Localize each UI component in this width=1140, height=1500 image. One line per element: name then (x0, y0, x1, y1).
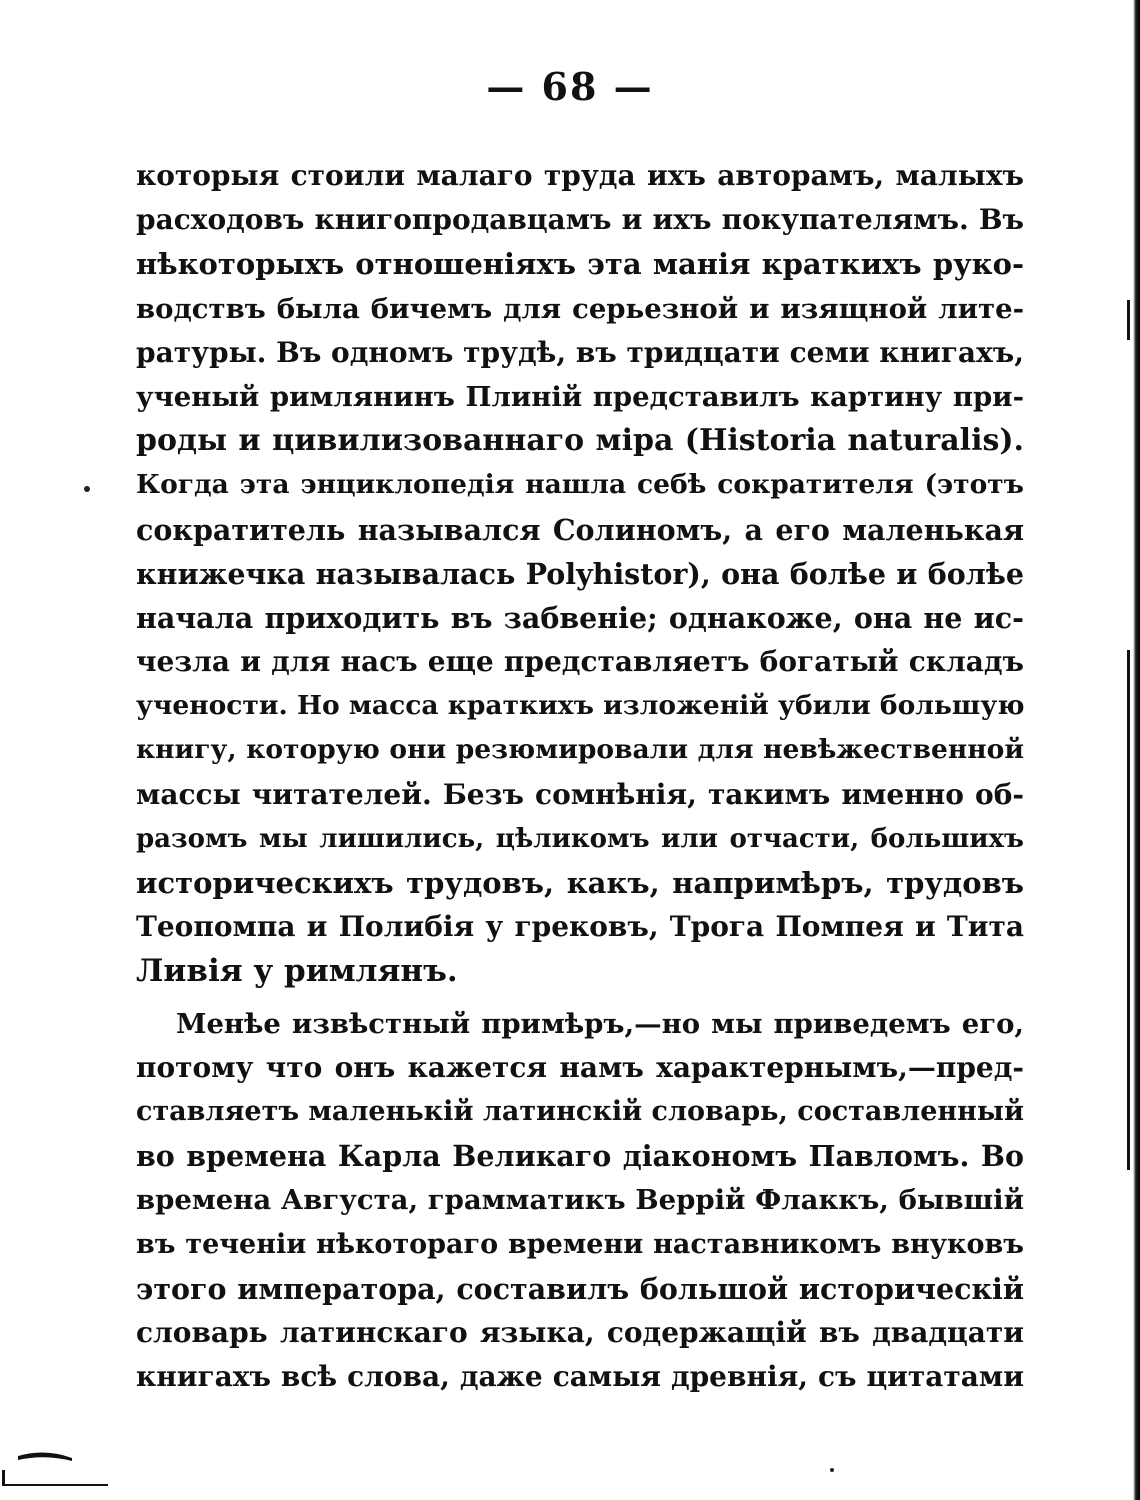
text-line: начала приходить въ забвеніе; однакоже, она не ис- (136, 600, 1024, 635)
text-line: во времена Карла Великаго діакономъ Павломъ. Во (136, 1139, 1024, 1174)
text-line: ученый римлянинъ Плиній представилъ картину при- (136, 380, 1024, 413)
paragraph-gap (136, 994, 1024, 1002)
text-line: сократитель назывался Солиномъ, а его маленькая (136, 512, 1024, 547)
text-line: времена Августа, грамматикъ Веррій Флаккъ, бывшій (136, 1184, 1024, 1217)
text-line: массы читателей. Безъ сомнѣнія, такимъ именно об- (136, 777, 1024, 811)
text-line: ставляетъ маленькій латинскій словарь, составленный (136, 1095, 1024, 1127)
text-line: разомъ мы лишились, цѣликомъ или отчасти, большихъ (136, 823, 1024, 854)
text-line: расходовъ книгопродавцамъ и ихъ покупателямъ. Въ (136, 203, 1024, 237)
stray-ink-dot (84, 486, 90, 492)
paragraph-2 (136, 1002, 1024, 1400)
spine-ink-mark (1127, 300, 1130, 340)
page-spine-edge (1133, 0, 1140, 1500)
text-line: роды и цивилизованнаго міра (Historia naturalis). (136, 423, 1024, 459)
text-line: чезла и для насъ еще представляетъ богатый складъ (136, 645, 1024, 679)
text-line: учености. Но масса краткихъ изложеній убили большую (136, 690, 1025, 722)
text-line: въ теченіи нѣкотораго времени наставникомъ внуковъ (136, 1228, 1024, 1260)
text-line: ратуры. Въ одномъ трудѣ, въ тридцати семи книгахъ, (136, 335, 1024, 369)
text-line: Теопомпа и Полибія у грековъ, Трога Помпея и Тита (136, 910, 1024, 944)
paragraph-1 (136, 154, 1024, 994)
stray-ink-dot (830, 1468, 834, 1472)
text-line: водствъ была бичемъ для серьезной и изящной лите- (136, 292, 1024, 325)
text-line: книжечка называлась Polyhistor), она болѣе и болѣе (136, 556, 1024, 591)
text-line: которыя стоили малаго труда ихъ авторамъ, малыхъ (136, 159, 1024, 192)
text-line: нѣкоторыхъ отношеніяхъ эта манія краткихъ руко- (136, 247, 1024, 282)
text-line: словарь латинскаго языка, содержащій въ двадцати (136, 1315, 1024, 1349)
text-line: Ливія у римлянъ. (136, 953, 458, 990)
text-line: книгу, которую они резюмировали для невѣжественной (136, 734, 1024, 766)
spine-ink-mark (1127, 650, 1130, 1170)
text-line: историческихъ трудовъ, какъ, напримѣръ, трудовъ (136, 866, 1024, 900)
text-line: книгахъ всѣ слова, даже самыя древнія, съ цитатами (136, 1360, 1024, 1394)
page-number: — 68 — (486, 64, 654, 109)
text-line: этого императора, составилъ большой историческій (136, 1271, 1024, 1306)
scan-corner-mark (0, 1444, 110, 1488)
text-line: Когда эта энциклопедія нашла себѣ сократителя (этотъ (136, 469, 1024, 501)
text-body (136, 154, 1024, 1399)
text-line: Менѣе извѣстный примѣръ,—но мы приведемъ его, (176, 1007, 1024, 1040)
text-line: потому что онъ кажется намъ характернымъ,—пред- (136, 1050, 1024, 1084)
